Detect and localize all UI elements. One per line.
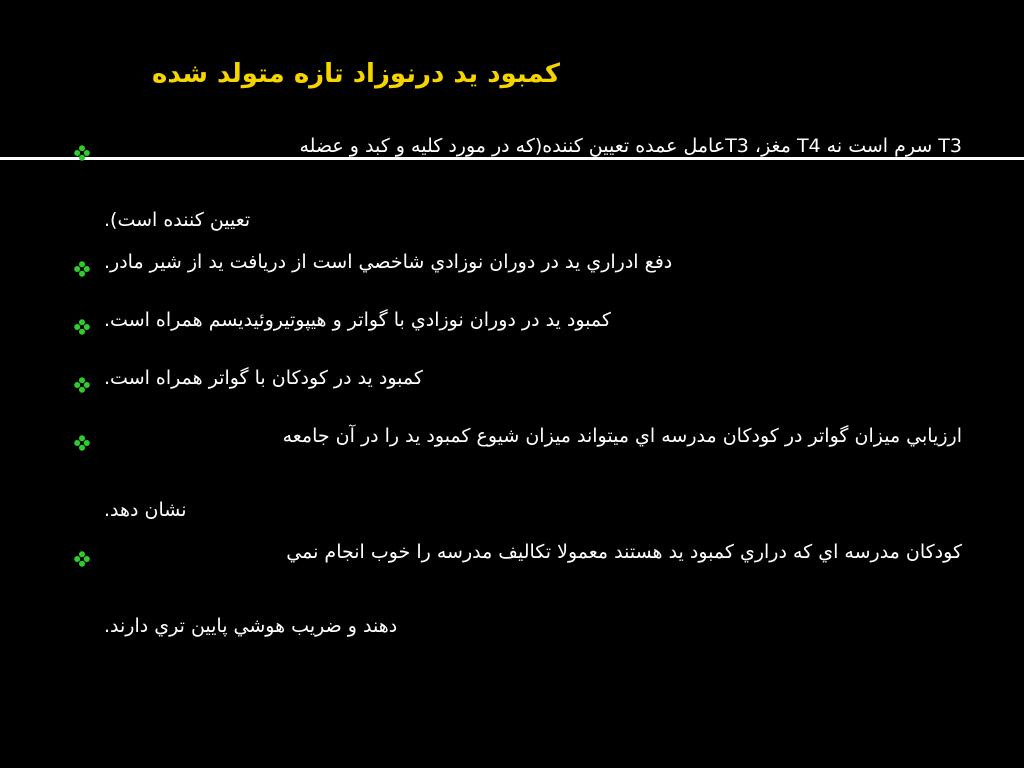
bullet-text: كمبود يد در دوران نوزادي با گواتر و هيپوتيروئيديسم همراه است. [104,309,611,331]
bullet-text: كودكان مدرسه اي كه دراري كمبود يد هستند معمولا تكاليف مدرسه را خوب انجام نمي [286,541,962,563]
diamond-bullet-icon [74,377,90,393]
bullet-text: ارزيابي ميزان گواتر در كودكان مدرسه اي ميتواند ميزان شيوع كمبود يد را در آن جامعه [282,425,962,447]
bullet-text-continuation: دهند و ضريب هوشي پايين تري دارند. [104,615,398,637]
diamond-bullet-icon [74,319,90,335]
slide-title: کمبود ید درنوزاد تازه متولد شده [151,59,560,89]
bullet-text: كمبود يد در كودكان با گواتر همراه است. [104,367,423,389]
bullet-text-continuation: تعیین کننده است). [104,209,251,231]
diamond-bullet-icon [74,261,90,277]
diamond-bullet-icon [74,435,90,451]
diamond-bullet-icon [74,551,90,567]
diamond-bullet-icon [74,145,90,161]
bullet-text-continuation: نشان دهد. [104,499,187,521]
bullet-text: T3 سرم است نه T4 مغز، T3عامل عمده تعیین کننده(که در مورد کلیه و کبد و عضله [299,135,962,157]
bullet-text: دفع ادراري يد در دوران نوزادي شاخصي است از دريافت يد از شير مادر. [104,251,673,273]
